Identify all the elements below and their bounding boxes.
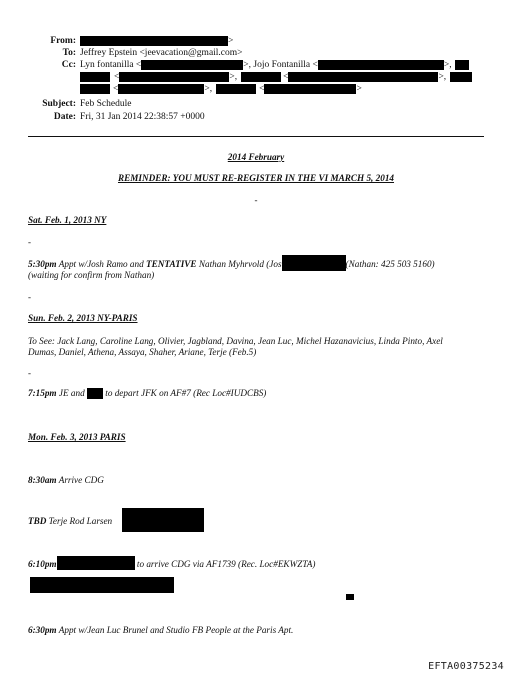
cc-lt: < [114, 72, 120, 82]
separator-dash: - [254, 195, 258, 205]
subject-label: Subject: [42, 99, 76, 109]
time-label: 6:30pm [28, 625, 57, 635]
from-label: From: [50, 36, 76, 46]
redaction-bar [87, 388, 103, 399]
time-label: 8:30am [28, 475, 57, 485]
redaction-bar [80, 36, 228, 46]
redaction-bar [241, 72, 281, 82]
cc-lt: < [113, 84, 119, 94]
separator-dash: - [28, 292, 31, 302]
cc-continuation-2 [80, 83, 362, 95]
document-id: EFTA00375234 [428, 661, 504, 672]
appointment-text: Nathan Myhrvold (Jos [198, 259, 282, 270]
cc-separator-2: >, [443, 60, 452, 70]
to-value: Jeffrey Epstein <jeevacation@gmail.com> [80, 48, 243, 58]
cc-separator-1: >, Jojo Fontanilla < [243, 60, 318, 70]
cc-gt: >, [438, 72, 447, 82]
to-label: To: [62, 48, 76, 58]
appointment-text: to depart JFK on AF#7 (Rec Loc#IUDCBS) [105, 388, 267, 398]
redaction-bar [288, 72, 438, 82]
appointment-text: Arrive CDG [58, 475, 104, 485]
appointment-text: to arrive CDG via AF1739 (Rec. Loc#EKWZTA) [136, 559, 316, 569]
redaction-bar [282, 255, 346, 271]
sun-departure [28, 388, 266, 400]
cc-row [0, 59, 469, 71]
redaction-bar [118, 84, 204, 94]
appointment-text: Appt w/Jean Luc Brunel and Studio FB People at the Paris Apt. [58, 625, 294, 635]
day-heading-sat: Sat. Feb. 1, 2013 NY [28, 215, 107, 225]
to-row [0, 47, 243, 59]
sun-to-see-2: Dumas, Daniel, Athena, Assaya, Shaher, Ariane, Terje (Feb.5) [28, 347, 257, 357]
redaction-mark [346, 594, 354, 600]
redaction-bar [264, 84, 356, 94]
mon-appointment [28, 625, 293, 637]
redaction-bar [80, 72, 110, 82]
cc-gt: >, [229, 72, 238, 82]
appointment-text: Appt w/Josh Ramo and [58, 259, 144, 270]
cc-continuation-1 [80, 71, 472, 83]
separator-dash: - [28, 237, 31, 247]
reminder-line: REMINDER: YOU MUST RE-REGISTER IN THE VI MARCH 5, 2014 [117, 173, 395, 183]
redaction-bar [318, 60, 444, 70]
cc-gt: >, [204, 84, 213, 94]
cc-lt: < [259, 84, 265, 94]
mon-tbd [28, 516, 112, 528]
mon-arrival [28, 475, 104, 487]
from-row [0, 35, 233, 47]
cc-label: Cc: [61, 60, 76, 70]
day-heading-sun: Sun. Feb. 2, 2013 NY-PARIS [28, 313, 138, 323]
redaction-bar [119, 72, 229, 82]
time-label: 7:15pm [28, 388, 57, 398]
tentative-label: TENTATIVE [146, 259, 197, 270]
time-label: 5:30pm [28, 259, 57, 270]
date-value: Fri, 31 Jan 2014 22:38:57 +0000 [80, 112, 205, 122]
separator-dash: - [28, 368, 31, 378]
subject-value: Feb Schedule [80, 99, 132, 109]
cc-lt: < [283, 72, 289, 82]
time-label: 6:10pm [28, 559, 57, 569]
redaction-bar [122, 508, 204, 532]
date-label: Date: [53, 112, 76, 122]
redaction-bar [216, 84, 256, 94]
header-divider [28, 136, 484, 137]
sun-to-see-1: To See: Jack Lang, Caroline Lang, Olivier, Jagbland, Davina, Jean Luc, Michel Hazanavicius, Linda Pinto, Axel [28, 336, 443, 346]
appointment-text: (Nathan: 425 503 5160) [345, 259, 435, 270]
appointment-text: JE and [58, 388, 85, 398]
redaction-bar [57, 556, 135, 570]
from-value-tail: > [228, 36, 234, 46]
mon-arrival-evening [28, 559, 315, 571]
redaction-bar [30, 577, 174, 593]
day-heading-mon: Mon. Feb. 3, 2013 PARIS [28, 432, 126, 442]
cc-gt-end: > [356, 84, 362, 94]
time-label: TBD [28, 516, 47, 526]
cc-name-1: Lyn fontanilla < [80, 60, 142, 70]
redaction-bar [80, 84, 110, 94]
sat-note: (waiting for confirm from Nathan) [28, 270, 155, 280]
schedule-title: 2014 February [227, 152, 285, 162]
date-row [0, 111, 205, 123]
appointment-text: Terje Rod Larsen [48, 516, 113, 526]
redaction-bar [141, 60, 243, 70]
redaction-bar [455, 60, 469, 70]
subject-row [0, 98, 131, 110]
redaction-bar [450, 72, 472, 82]
